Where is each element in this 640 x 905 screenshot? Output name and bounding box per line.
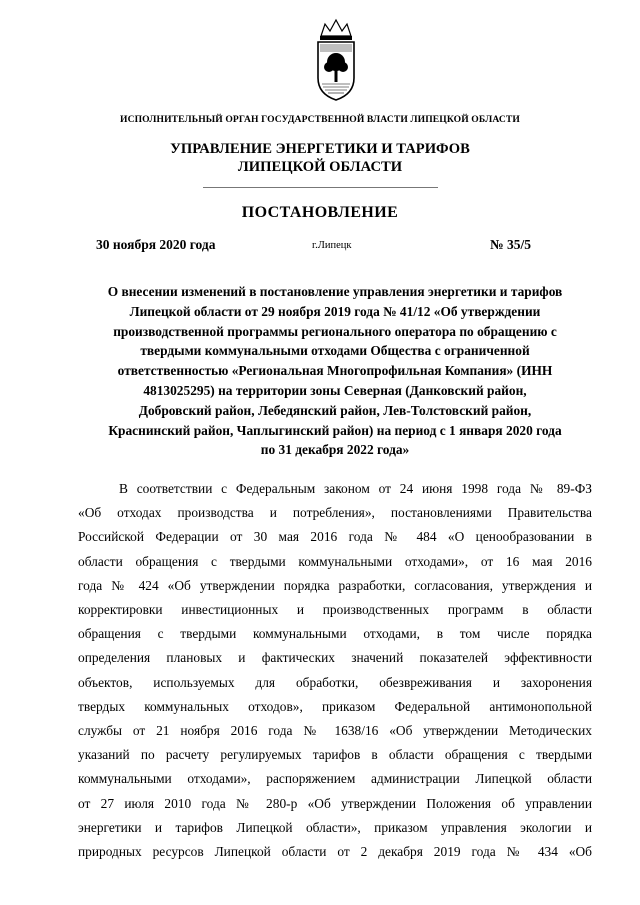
document-date: 30 ноября 2020 года bbox=[96, 237, 216, 252]
title-line: ответственностью «Региональная Многопрофильная Компания» (ИНН bbox=[117, 363, 553, 379]
department-name-line-1: УПРАВЛЕНИЕ ЭНЕРГЕТИКИ И ТАРИФОВ bbox=[170, 141, 470, 157]
body-line: твердых коммунальных отходов», приказом Федеральной антимонопольной bbox=[78, 698, 592, 714]
lipetsk-coat-of-arms-icon bbox=[312, 18, 360, 102]
body-line: области обращения с твердыми коммунальными отходами», от 16 мая 2016 bbox=[78, 553, 592, 569]
title-line: твердыми коммунальными отходами Общества с ограниченной bbox=[140, 343, 530, 359]
title-line: по 31 декабря 2022 года» bbox=[260, 442, 410, 458]
body-line: службы от 21 ноября 2016 года № 1638/16 «Об утверждении Методических bbox=[78, 723, 592, 739]
title-line: О внесении изменений в постановление управления энергетики и тарифов bbox=[107, 284, 563, 299]
body-line: природных ресурсов Липецкой области от 2 декабря 2019 года № 434 «Об bbox=[78, 844, 592, 860]
header-divider bbox=[203, 187, 438, 188]
body-line: от 27 июля 2010 года № 280-р «Об утверждении Положения об управлении bbox=[78, 795, 592, 811]
body-line: В соответствии с Федеральным законом от 24 июня 1998 года № 89-ФЗ bbox=[119, 481, 592, 496]
body-line: корректировки инвестиционных и производственных программ в области bbox=[78, 602, 592, 618]
title-line: Добровский район, Лебедянский район, Лев-Толстовский район, bbox=[138, 402, 532, 418]
issuing-authority-line: ИСПОЛНИТЕЛЬНЫЙ ОРГАН ГОСУДАРСТВЕННОЙ ВЛАСТИ ЛИПЕЦКОЙ ОБЛАСТИ bbox=[120, 114, 520, 125]
body-line: коммунальными отходами», распоряжением администрации Липецкой области bbox=[78, 771, 592, 787]
body-line: энергетики и тарифов Липецкой области», приказом управления экологии и bbox=[78, 819, 592, 835]
body-line: определения плановых и фактических значений показателей эффективности bbox=[78, 650, 592, 666]
title-line: 4813025295) на территории зоны Северная (Данковский район, bbox=[143, 382, 527, 398]
document-number: № 35/5 bbox=[490, 237, 531, 252]
body-line: Российской Федерации от 30 мая 2016 года № 484 «О ценообразовании в bbox=[78, 529, 592, 545]
body-line: «Об отходах производства и потребления», постановлениями Правительства bbox=[78, 505, 592, 521]
document-city: г.Липецк bbox=[312, 240, 352, 251]
body-line: объектов, используемых для обработки, обезвреживания и захоронения bbox=[78, 674, 592, 690]
title-line: Липецкой области от 29 ноября 2019 года № 41/12 «Об утверждении bbox=[129, 303, 541, 319]
body-line: года № 424 «Об утверждении порядка разработки, согласования, утверждения и bbox=[78, 577, 592, 593]
department-name-line-2: ЛИПЕЦКОЙ ОБЛАСТИ bbox=[237, 159, 403, 175]
document-title bbox=[78, 282, 592, 460]
department-name bbox=[0, 140, 640, 176]
body-paragraph bbox=[78, 477, 592, 864]
body-line: обращения с твердыми коммунальными отходами, в том числе порядка bbox=[78, 626, 592, 642]
title-line: Краснинский район, Чаплыгинский район) на период с 1 января 2020 года bbox=[108, 422, 562, 438]
document-type: ПОСТАНОВЛЕНИЕ bbox=[241, 204, 399, 221]
body-line: указаний по расчету регулируемых тарифов в области обращения с твердыми bbox=[78, 747, 592, 763]
title-line: производственной программы регионального оператора по обращению с bbox=[113, 323, 557, 339]
